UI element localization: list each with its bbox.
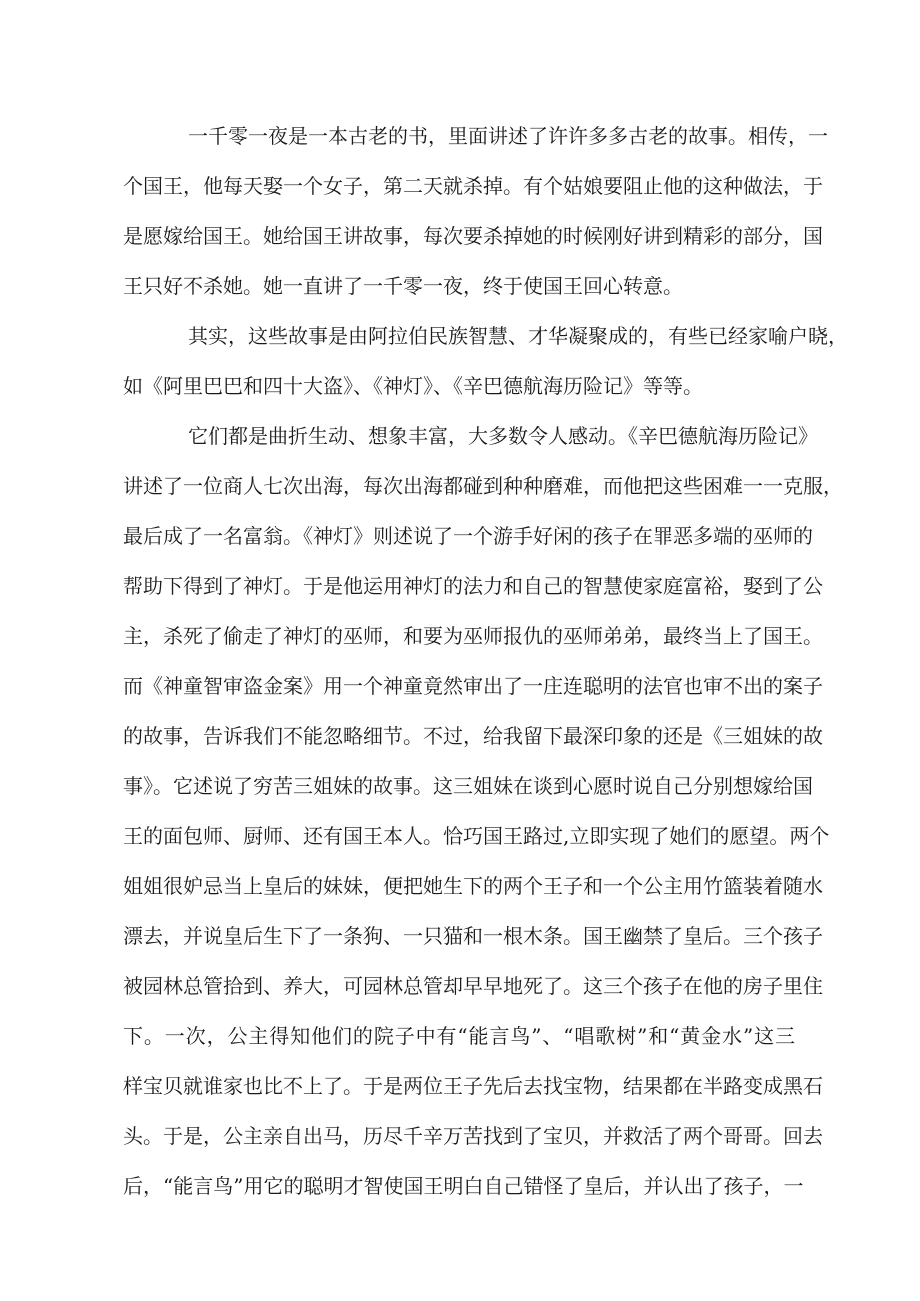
paragraph-3-line-8: 事》。它述说了穷苦三姐妹的故事。这三姐妹在谈到心愿时说自己分别想嫁给国 <box>123 774 813 798</box>
paragraph-3-line-1: 它们都是曲折生动、想象丰富，大多数令人感动。《辛巴德航海历险记》 <box>188 424 818 448</box>
paragraph-1-line-2: 个国王，他每天娶一个女子，第二天就杀掉。有个姑娘要阻止他的这种做法，于 <box>123 174 823 198</box>
paragraph-3-line-7: 的故事，告诉我们不能忽略细节。不过，给我留下最深印象的还是《三姐妹的故 <box>123 724 823 748</box>
paragraph-3-line-15: 头。于是，公主亲自出马，历尽千辛万苦找到了宝贝，并救活了两个哥哥。回去 <box>123 1124 823 1148</box>
paragraph-1-line-4: 王只好不杀她。她一直讲了一千零一夜，终于使国王回心转意。 <box>123 274 683 298</box>
paragraph-3-line-11: 漂去，并说皇后生下了一条狗、一只猫和一根木条。国王幽禁了皇后。三个孩子 <box>123 924 823 948</box>
paragraph-3-line-5: 主，杀死了偷走了神灯的巫师，和要为巫师报仇的巫师弟弟，最终当上了国王。 <box>123 624 823 648</box>
paragraph-3-line-6: 而《神童智审盗金案》用一个神童竟然审出了一庄连聪明的法官也审不出的案子 <box>123 674 823 698</box>
paragraph-3-line-3: 最后成了一名富翁。《神灯》则述说了一个游手好闲的孩子在罪恶多端的巫师的 <box>123 524 813 548</box>
paragraph-3-line-14: 样宝贝就谁家也比不上了。于是两位王子先后去找宝物，结果都在半路变成黑石 <box>123 1074 823 1098</box>
paragraph-3-line-4: 帮助下得到了神灯。于是他运用神灯的法力和自己的智慧使家庭富裕，娶到了公 <box>123 574 823 598</box>
paragraph-3-line-13: 下。一次，公主得知他们的院子中有“能言鸟”、“唱歌树”和“黄金水”这三 <box>123 1024 795 1048</box>
paragraph-2-line-2: 如《阿里巴巴和四十大盗》、《神灯》、《辛巴德航海历险记》等等。 <box>123 374 703 398</box>
paragraph-1-line-3: 是愿嫁给国王。她给国王讲故事，每次要杀掉她的时候刚好讲到精彩的部分，国 <box>123 224 823 248</box>
paragraph-3-line-16: 后，“能言鸟”用它的聪明才智使国王明白自己错怪了皇后，并认出了孩子，一 <box>123 1174 804 1198</box>
paragraph-2-line-1: 其实，这些故事是由阿拉伯民族智慧、才华凝聚成的，有些已经家喻户晓， <box>188 324 848 348</box>
paragraph-3-line-9: 王的面包师、厨师、还有国王本人。恰巧国王路过,立即实现了她们的愿望。两个 <box>123 824 830 848</box>
paragraph-3-line-2: 讲述了一位商人七次出海，每次出海都碰到种种磨难，而他把这些困难一一克服， <box>123 474 843 498</box>
paragraph-3-line-12: 被园林总管拾到、养大，可园林总管却早早地死了。这三个孩子在他的房子里住 <box>123 974 823 998</box>
paragraph-3-line-10: 姐姐很妒忌当上皇后的妹妹，便把她生下的两个王子和一个公主用竹篮装着随水 <box>123 874 823 898</box>
paragraph-1-line-1: 一千零一夜是一本古老的书，里面讲述了许许多多古老的故事。相传，一 <box>188 124 828 148</box>
